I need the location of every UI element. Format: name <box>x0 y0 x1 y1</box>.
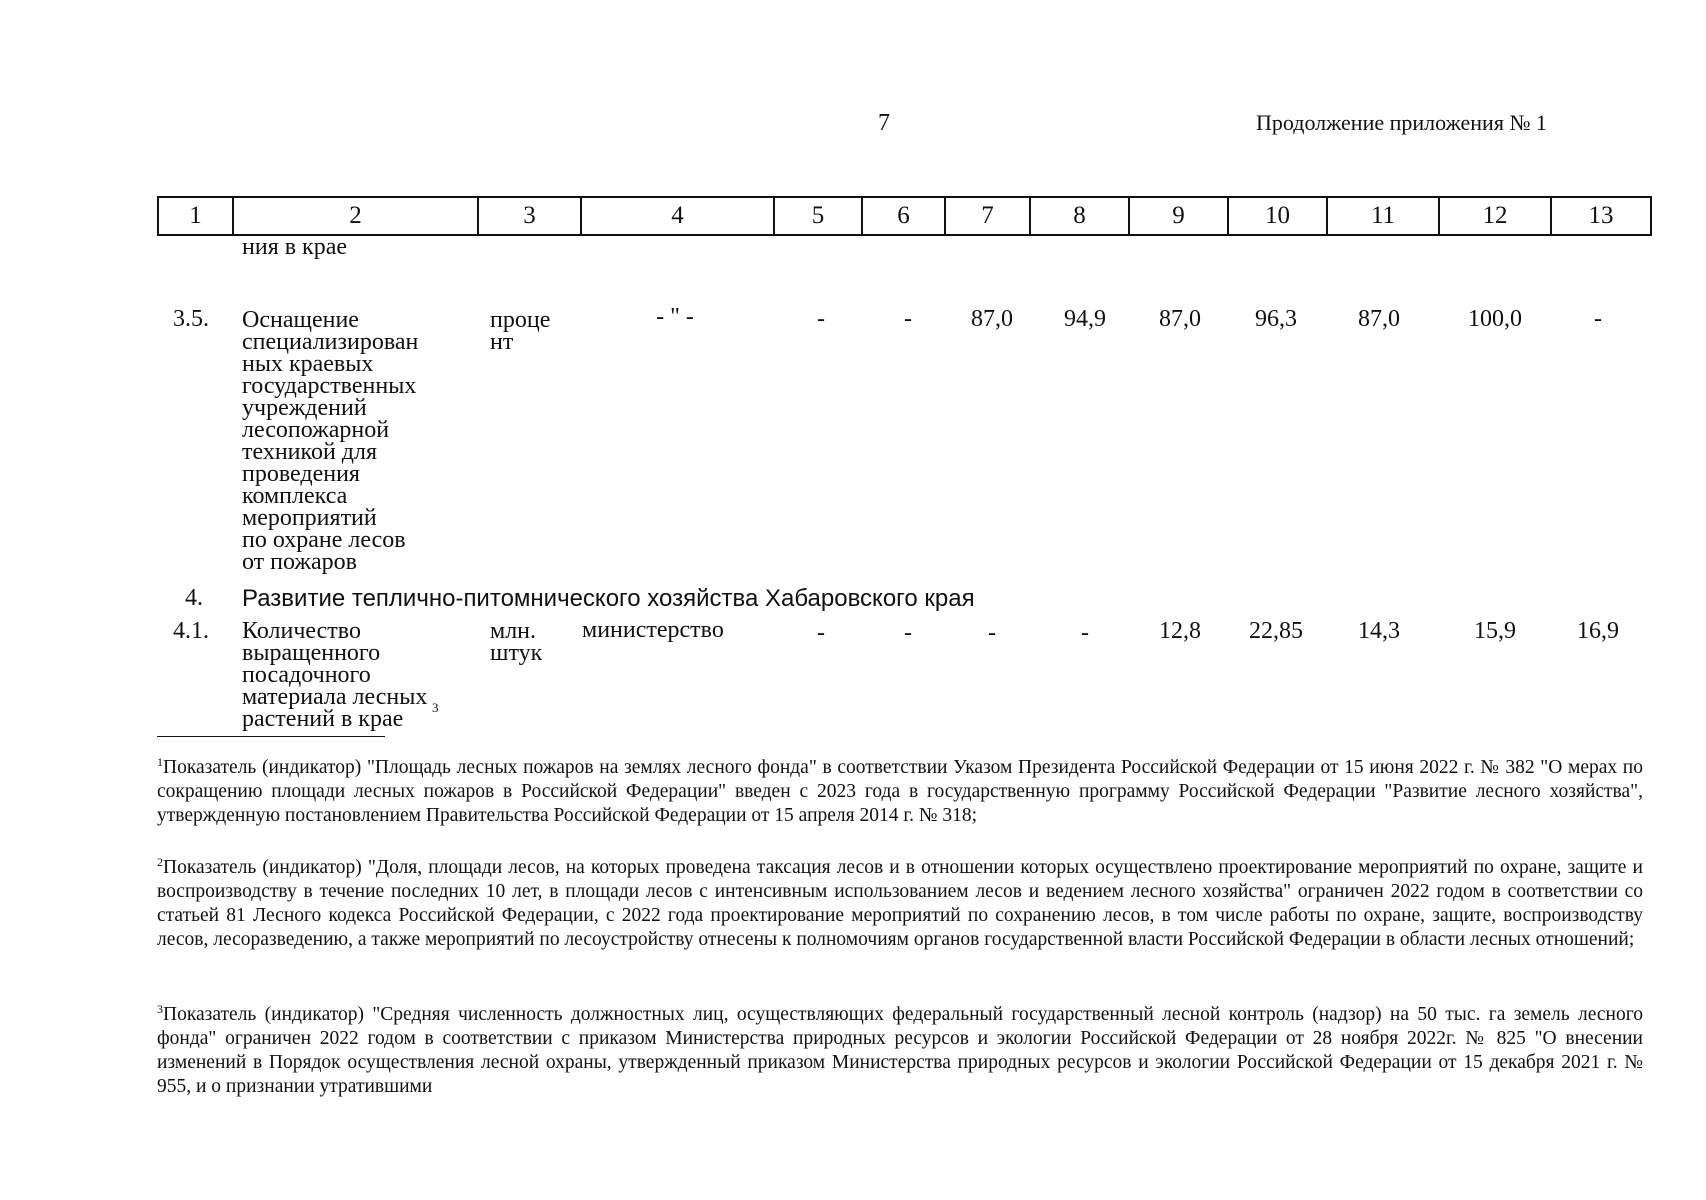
cell-col9: 87,0 <box>1159 306 1201 332</box>
row-number: 3.5. <box>173 306 209 332</box>
cell-col13: - <box>1594 306 1602 332</box>
col-header-3: 3 <box>478 197 581 235</box>
cell-col7: 87,0 <box>971 306 1013 332</box>
footnote-mark: 2 <box>157 855 163 869</box>
col-header-12: 12 <box>1439 197 1551 235</box>
footnote-text: Показатель (индикатор) "Площадь лесных пожаров на землях лесного фонда" в соответствии Указом Президента Российской Федерации от 15 июня 2022 г. № 382 "О мерах по сокращению площади лесных пожаров в Российской Федерации" введен с 2023 года в государственную программу Российской Федерации "Развитие лесного хозяйства", утвержденную постановлением Правительства Российской Федерации от 15 апреля 2014 г. № 318; <box>157 757 1643 826</box>
col-header-5: 5 <box>774 197 862 235</box>
cell-col11: 87,0 <box>1358 306 1400 332</box>
executor: - " - <box>656 304 694 330</box>
col-header-9: 9 <box>1129 197 1228 235</box>
unit: проце нт <box>490 307 551 355</box>
col-header-11: 11 <box>1327 197 1439 235</box>
section-title: Развитие теплично-питомнического хозяйства Хабаровского края <box>242 585 975 612</box>
cell-col5: - <box>817 306 825 332</box>
footnote-1 <box>157 756 1643 828</box>
footnote-separator <box>157 736 385 737</box>
cell-col10: 22,85 <box>1249 618 1303 644</box>
page-number: 7 <box>878 110 890 136</box>
col-header-6: 6 <box>862 197 945 235</box>
col-header-13: 13 <box>1551 197 1651 235</box>
carryover-text: ния в крае <box>242 234 348 260</box>
executor: министерство <box>582 617 724 643</box>
cell-col6: - <box>904 306 912 332</box>
indicator-name: Количество выращенного посадочного материала лесных растений в крае <box>242 618 428 732</box>
col-header-8: 8 <box>1030 197 1129 235</box>
cell-col11: 14,3 <box>1358 618 1400 644</box>
footnote-2 <box>157 856 1643 952</box>
appendix-title: Продолжение приложения № 1 <box>1256 110 1547 135</box>
cell-col5: - <box>817 620 825 646</box>
footnote-mark: 1 <box>157 755 163 769</box>
footnote-text: Показатель (индикатор) "Средняя численность должностных лиц, осуществляющих федеральный государственный лесной контроль (надзор) на 50 тыс. га земель лесного фонда" ограничен 2022 годом в соответствии с приказом Министерства природных ресурсов и экологии Российской Федерации от 28 ноября 2022г. № 825 "О внесении изменений в Порядок осуществления лесной охраны, утвержденный приказом Министерства природных ресурсов и экологии Российской Федерации от 15 декабря 2021 г. № 955, и о признании утратившими <box>157 1004 1643 1097</box>
footnote-mark: 3 <box>157 1002 163 1016</box>
cell-col12: 15,9 <box>1474 618 1516 644</box>
indicator-name: Оснащение специализирован ных краевых государственных учреждений лесопожарной техникой для проведения комплекса мероприятий по охране лесов от пожаров <box>242 307 419 575</box>
footnote-3 <box>157 1003 1643 1099</box>
col-header-2: 2 <box>233 197 478 235</box>
cell-col9: 12,8 <box>1159 618 1201 644</box>
footnote-ref: 3 <box>432 700 439 715</box>
cell-col8: - <box>1081 620 1089 646</box>
cell-col6: - <box>904 620 912 646</box>
unit: млн. штук <box>490 618 543 666</box>
footnote-text: Показатель (индикатор) "Доля, площади лесов, на которых проведена таксация лесов и в отношении которых осуществлено проектирование мероприятий по охране, защите и воспроизводству в течение последних 10 лет, в площади лесов с интенсивным использованием лесов и ведением лесного хозяйства" ограничен 2022 годом в соответствии со статьей 81 Лесного кодекса Российской Федерации, с 2022 года проектирование мероприятий по сохранению лесов, в том числе работы по охране, защите, воспроизводству лесов, лесоразведению, а также мероприятий по лесоустройству отнесены к полномочиям органов государственной власти Российской Федерации в области лесных отношений; <box>157 857 1643 950</box>
col-header-10: 10 <box>1228 197 1327 235</box>
row-number: 4.1. <box>173 618 209 644</box>
section-number: 4. <box>185 585 203 611</box>
cell-col7: - <box>988 620 996 646</box>
cell-col12: 100,0 <box>1468 306 1522 332</box>
cell-col10: 96,3 <box>1255 306 1297 332</box>
column-header-row <box>157 196 1652 236</box>
col-header-4: 4 <box>581 197 774 235</box>
col-header-7: 7 <box>945 197 1030 235</box>
col-header-1: 1 <box>158 197 233 235</box>
cell-col13: 16,9 <box>1577 618 1619 644</box>
cell-col8: 94,9 <box>1064 306 1106 332</box>
